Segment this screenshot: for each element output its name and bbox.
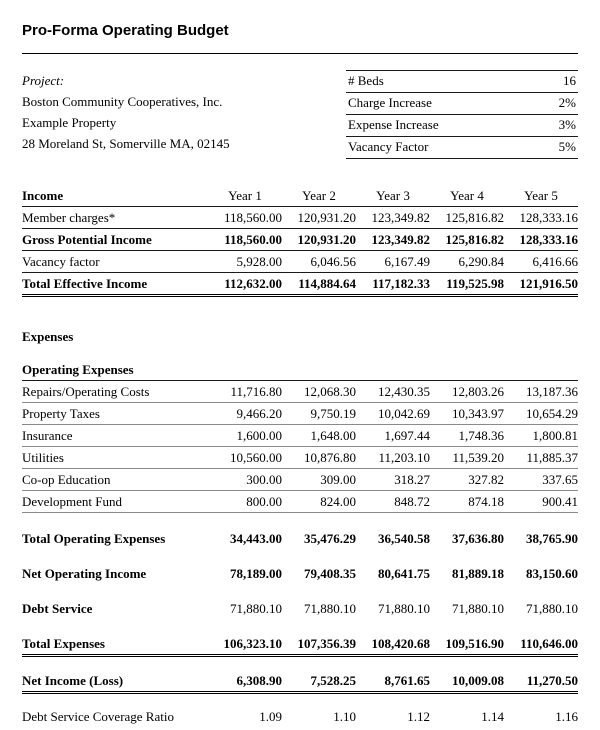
row-net-income-loss bbox=[22, 670, 578, 693]
expenses-section-label: Expenses bbox=[22, 328, 74, 344]
value-cell: 120,931.20 bbox=[282, 207, 356, 229]
value-cell: 83,150.60 bbox=[526, 566, 578, 581]
value-cell: 12,068.30 bbox=[282, 380, 356, 402]
value-cell: 309.00 bbox=[282, 468, 356, 490]
spacer bbox=[22, 347, 578, 359]
row-gross-potential-income bbox=[22, 229, 578, 251]
value-cell: 1,800.81 bbox=[504, 424, 578, 446]
value-cell: 874.18 bbox=[430, 490, 504, 512]
expenses-heading-row bbox=[22, 326, 578, 347]
value-cell: 11,270.50 bbox=[504, 670, 578, 693]
value-cell: 10,560.00 bbox=[208, 446, 282, 468]
row-label: Utilities bbox=[22, 446, 208, 468]
assumption-value: 16 bbox=[563, 73, 576, 88]
row-label: Development Fund bbox=[22, 490, 208, 512]
value-cell: 128,333.16 bbox=[504, 229, 578, 251]
value-cell: 119,525.98 bbox=[430, 273, 504, 296]
value-cell: 71,880.10 bbox=[304, 601, 356, 616]
value-cell: 106,323.10 bbox=[208, 633, 282, 656]
value-cell: 12,803.26 bbox=[430, 380, 504, 402]
value-cell: 109,516.90 bbox=[430, 633, 504, 656]
assumption-value: 3% bbox=[558, 117, 576, 132]
value-cell: 9,750.19 bbox=[282, 402, 356, 424]
project-name: Boston Community Cooperatives, Inc. bbox=[22, 94, 223, 109]
project-address: 28 Moreland St, Somerville MA, 02145 bbox=[22, 136, 230, 151]
assumption-row-beds bbox=[346, 71, 578, 93]
assumption-row-expense-increase bbox=[346, 115, 578, 137]
spacer bbox=[22, 584, 578, 598]
value-cell: 114,884.64 bbox=[282, 273, 356, 296]
assumptions-table bbox=[346, 70, 578, 159]
assumption-label: Vacancy Factor bbox=[348, 139, 429, 154]
row-label: Insurance bbox=[22, 424, 208, 446]
row-label: Debt Service Coverage Ratio bbox=[22, 709, 174, 724]
value-cell: 121,916.50 bbox=[504, 273, 578, 296]
value-cell: 37,636.80 bbox=[452, 531, 504, 546]
spacer bbox=[22, 549, 578, 563]
spacer bbox=[22, 619, 578, 633]
row-total-effective-income bbox=[22, 273, 578, 296]
value-cell: 125,816.82 bbox=[430, 229, 504, 251]
year5-header: Year 5 bbox=[504, 185, 578, 207]
row-coop-education bbox=[22, 468, 578, 490]
value-cell: 120,931.20 bbox=[282, 229, 356, 251]
value-cell: 79,408.35 bbox=[304, 566, 356, 581]
value-cell: 6,308.90 bbox=[208, 670, 282, 693]
spacer bbox=[22, 692, 578, 706]
value-cell: 36,540.58 bbox=[378, 531, 430, 546]
row-label: Gross Potential Income bbox=[22, 229, 208, 251]
value-cell: 1.12 bbox=[407, 709, 430, 724]
value-cell: 10,042.69 bbox=[356, 402, 430, 424]
row-label: Property Taxes bbox=[22, 402, 208, 424]
row-total-operating-expenses bbox=[22, 528, 578, 549]
value-cell: 327.82 bbox=[430, 468, 504, 490]
value-cell: 71,880.10 bbox=[526, 601, 578, 616]
value-cell: 71,880.10 bbox=[452, 601, 504, 616]
value-cell: 12,430.35 bbox=[356, 380, 430, 402]
value-cell: 34,443.00 bbox=[230, 531, 282, 546]
value-cell: 9,466.20 bbox=[208, 402, 282, 424]
value-cell: 71,880.10 bbox=[378, 601, 430, 616]
value-cell: 800.00 bbox=[208, 490, 282, 512]
row-debt-service bbox=[22, 598, 578, 619]
value-cell: 1,697.44 bbox=[356, 424, 430, 446]
row-label: Co-op Education bbox=[22, 468, 208, 490]
page-title: Pro-Forma Operating Budget bbox=[22, 16, 578, 54]
year1-header: Year 1 bbox=[208, 185, 282, 207]
value-cell: 38,765.90 bbox=[526, 531, 578, 546]
value-cell: 1.09 bbox=[259, 709, 282, 724]
assumption-row-vacancy-factor bbox=[346, 137, 578, 159]
row-insurance bbox=[22, 424, 578, 446]
year3-header: Year 3 bbox=[356, 185, 430, 207]
row-member-charges bbox=[22, 207, 578, 229]
value-cell: 1.14 bbox=[481, 709, 504, 724]
value-cell: 848.72 bbox=[356, 490, 430, 512]
row-label: Member charges* bbox=[22, 207, 208, 229]
value-cell: 1.16 bbox=[555, 709, 578, 724]
income-header-row bbox=[22, 185, 578, 207]
value-cell: 6,046.56 bbox=[282, 251, 356, 273]
value-cell: 11,203.10 bbox=[356, 446, 430, 468]
value-cell: 80,641.75 bbox=[378, 566, 430, 581]
value-cell: 1.10 bbox=[333, 709, 356, 724]
value-cell: 10,876.80 bbox=[282, 446, 356, 468]
value-cell: 6,290.84 bbox=[430, 251, 504, 273]
value-cell: 10,343.97 bbox=[430, 402, 504, 424]
row-label: Debt Service bbox=[22, 601, 93, 616]
value-cell: 1,748.36 bbox=[430, 424, 504, 446]
assumption-row-charge-increase bbox=[346, 93, 578, 115]
value-cell: 318.27 bbox=[356, 468, 430, 490]
value-cell: 118,560.00 bbox=[208, 207, 282, 229]
row-label: Net Income (Loss) bbox=[22, 670, 208, 693]
row-repairs-operating-costs bbox=[22, 380, 578, 402]
row-net-operating-income bbox=[22, 563, 578, 584]
value-cell: 824.00 bbox=[282, 490, 356, 512]
row-label: Repairs/Operating Costs bbox=[22, 380, 208, 402]
value-cell: 10,009.08 bbox=[430, 670, 504, 693]
project-property: Example Property bbox=[22, 115, 117, 130]
row-utilities bbox=[22, 446, 578, 468]
row-debt-service-coverage-ratio bbox=[22, 706, 578, 727]
value-cell: 35,476.29 bbox=[304, 531, 356, 546]
spacer bbox=[22, 656, 578, 670]
assumption-value: 5% bbox=[558, 139, 576, 154]
assumption-label: # Beds bbox=[348, 73, 384, 88]
value-cell: 117,182.33 bbox=[356, 273, 430, 296]
value-cell: 13,187.36 bbox=[504, 380, 578, 402]
assumption-label: Charge Increase bbox=[348, 95, 432, 110]
value-cell: 78,189.00 bbox=[230, 566, 282, 581]
value-cell: 110,646.00 bbox=[504, 633, 578, 656]
header-area bbox=[22, 70, 578, 159]
row-label: Net Operating Income bbox=[22, 566, 147, 581]
value-cell: 123,349.82 bbox=[356, 229, 430, 251]
assumption-label: Expense Increase bbox=[348, 117, 439, 132]
value-cell: 6,167.49 bbox=[356, 251, 430, 273]
assumption-value: 2% bbox=[558, 95, 576, 110]
value-cell: 112,632.00 bbox=[208, 273, 282, 296]
value-cell: 10,654.29 bbox=[504, 402, 578, 424]
row-label: Total Expenses bbox=[22, 633, 208, 656]
value-cell: 123,349.82 bbox=[356, 207, 430, 229]
value-cell: 11,539.20 bbox=[430, 446, 504, 468]
budget-table bbox=[22, 185, 578, 727]
value-cell: 125,816.82 bbox=[430, 207, 504, 229]
spacer bbox=[22, 296, 578, 326]
value-cell: 11,885.37 bbox=[504, 446, 578, 468]
value-cell: 300.00 bbox=[208, 468, 282, 490]
value-cell: 7,528.25 bbox=[282, 670, 356, 693]
value-cell: 6,416.66 bbox=[504, 251, 578, 273]
row-label: Total Effective Income bbox=[22, 273, 208, 296]
value-cell: 1,648.00 bbox=[282, 424, 356, 446]
value-cell: 1,600.00 bbox=[208, 424, 282, 446]
row-label: Vacancy factor bbox=[22, 251, 208, 273]
year2-header: Year 2 bbox=[282, 185, 356, 207]
value-cell: 5,928.00 bbox=[208, 251, 282, 273]
value-cell: 900.41 bbox=[504, 490, 578, 512]
value-cell: 118,560.00 bbox=[208, 229, 282, 251]
value-cell: 128,333.16 bbox=[504, 207, 578, 229]
project-label: Project: bbox=[22, 73, 65, 88]
row-property-taxes bbox=[22, 402, 578, 424]
value-cell: 11,716.80 bbox=[208, 380, 282, 402]
project-info bbox=[22, 70, 230, 159]
value-cell: 337.65 bbox=[504, 468, 578, 490]
row-vacancy-factor bbox=[22, 251, 578, 273]
row-label: Total Operating Expenses bbox=[22, 531, 166, 546]
row-total-expenses bbox=[22, 633, 578, 656]
operating-expenses-heading-row bbox=[22, 359, 578, 381]
spacer bbox=[22, 512, 578, 528]
operating-expenses-label: Operating Expenses bbox=[22, 359, 578, 381]
value-cell: 71,880.10 bbox=[230, 601, 282, 616]
income-section-label: Income bbox=[22, 185, 208, 207]
value-cell: 8,761.65 bbox=[356, 670, 430, 693]
value-cell: 107,356.39 bbox=[282, 633, 356, 656]
value-cell: 108,420.68 bbox=[356, 633, 430, 656]
row-development-fund bbox=[22, 490, 578, 512]
year4-header: Year 4 bbox=[430, 185, 504, 207]
value-cell: 81,889.18 bbox=[452, 566, 504, 581]
